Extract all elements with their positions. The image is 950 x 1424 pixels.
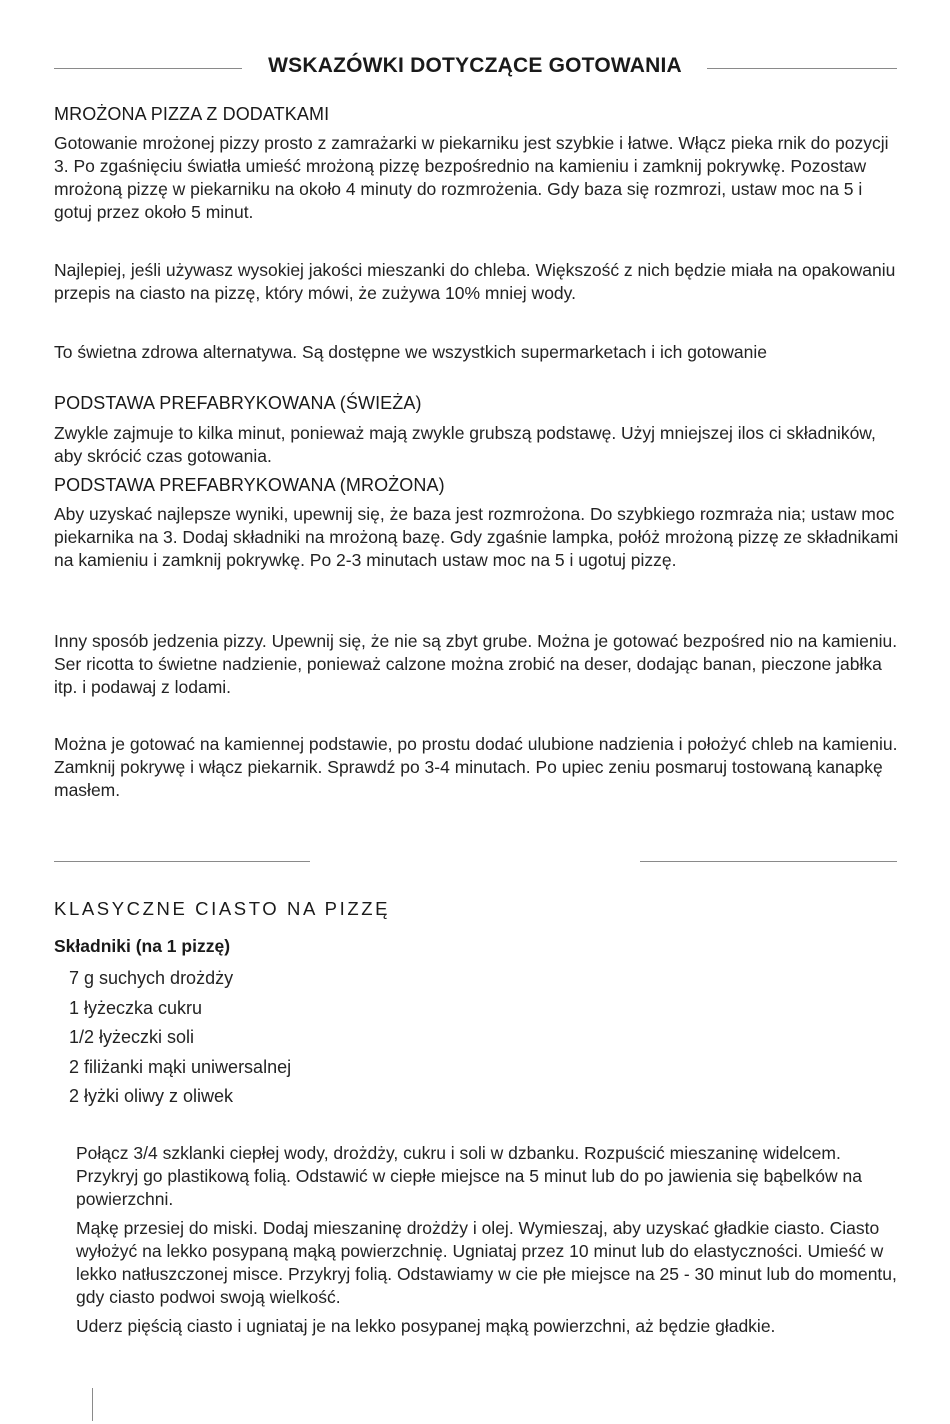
ingredient-item: 2 łyżki oliwy z oliwek [69, 1086, 234, 1106]
ingredients-title: Składniki (na 1 pizzę) [54, 936, 231, 956]
recipe-step: Mąkę przesiej do miski. Dodaj mieszaninę drożdży i olej. Wymieszaj, aby uzyskać gładkie ciasto. Ciasto wyłożyć na lekko posypaną mąką powierzchnię. Ugniataj przez 10 minut lub do elastyczności. Umieść w lekko natłuszczonej misce. Przykryj folią. Odstawiamy w cie płe miejsce na 25 - 30 minut lub do momentu, gdy ciasto podwoi swoją wielkość. [76, 1218, 897, 1307]
paragraph-frozen-pizza-3: To świetna zdrowa alternatywa. Są dostępne we wszystkich supermarketach i ich gotowanie [54, 342, 767, 362]
recipe-step: Uderz pięścią ciasto i ugniataj je na lekko posypanej mąką powierzchni, aż będzie gładkie. [76, 1316, 776, 1336]
paragraph-frozen-base-1: Aby uzyskać najlepsze wyniki, upewnij się, że baza jest rozmrożona. Do szybkiego rozmraża nia; ustaw moc piekarnika na 3. Dodaj składniki na mrożoną bazę. Gdy zgaśnie lampka, połóż mrożoną pizzę ze składnikami na kamieniu i zamknij pokrywkę. Po 2-3 minutach ustaw moc na 5 i ugotuj pizzę. [54, 504, 899, 570]
section-heading-fresh-base: PODSTAWA PREFABRYKOWANA (ŚWIEŻA) [54, 393, 422, 413]
ingredient-item: 1 łyżeczka cukru [69, 997, 203, 1018]
ingredient-item: 7 g suchych drożdży [69, 968, 234, 988]
paragraph-frozen-base-2: Inny sposób jedzenia pizzy. Upewnij się, że nie są zbyt grube. Można je gotować bezpośred nio na kamieniu. Ser ricotta to świetne nadzienie, ponieważ calzone można zrobić na deser, dodając banan, pieczone jabłka itp. i podawaj z lodami. [54, 631, 898, 697]
divider-left [54, 861, 310, 862]
footer-vertical-line [92, 1388, 93, 1421]
page-title: WSKAZÓWKI DOTYCZĄCE GOTOWANIA [268, 54, 682, 77]
divider-right [640, 861, 897, 862]
header-rule-right [707, 68, 897, 69]
paragraph-fresh-base: Zwykle zajmuje to kilka minut, ponieważ mają zwykle grubszą podstawę. Użyj mniejszej ilos ci składników, aby skrócić czas gotowania. [54, 423, 876, 466]
ingredients-list [69, 964, 291, 1112]
ingredient-item: 1/2 łyżeczki soli [69, 1027, 195, 1047]
paragraph-frozen-pizza-1: Gotowanie mrożonej pizzy prosto z zamrażarki w piekarniku jest szybkie i łatwe. Włącz pieka rnik do pozycji 3. Po zgaśnięciu światła umieść mrożoną pizzę bezpośrednio na kamieniu i zamknij pokrywkę. Pozostaw mrożoną pizzę w piekarniku na około 4 minuty do rozmrożenia. Gdy baza się rozmrozi, ustaw moc na 5 i gotuj przez około 5 minut. [54, 133, 889, 222]
recipe-step: Połącz 3/4 szklanki ciepłej wody, drożdży, cukru i soli w dzbanku. Rozpuścić mieszaninę widelcem. Przykryj go plastikową folią. Odstawić w ciepłe miejsce na 5 minut lub do po jawienia się bąbelków na powierzchni. [76, 1143, 862, 1209]
ingredient-item: 2 filiżanki mąki uniwersalnej [69, 1056, 292, 1077]
recipe-title: KLASYCZNE CIASTO NA PIZZĘ [54, 898, 391, 919]
paragraph-frozen-pizza-2: Najlepiej, jeśli używasz wysokiej jakości mieszanki do chleba. Większość z nich będzie miała na opakowaniu przepis na ciasto na pizzę, który mówi, że zużywa 10% mniej wody. [54, 260, 896, 303]
section-heading-frozen-base: PODSTAWA PREFABRYKOWANA (MROŻONA) [54, 475, 445, 495]
paragraph-frozen-base-3: Można je gotować na kamiennej podstawie, po prostu dodać ulubione nadzienia i położyć chleb na kamieniu. Zamknij pokrywę i włącz piekarnik. Sprawdź po 3-4 minutach. Po upiec zeniu posmaruj tostowaną kanapkę masłem. [54, 734, 898, 800]
section-heading-frozen-pizza: MROŻONA PIZZA Z DODATKAMI [54, 104, 330, 124]
